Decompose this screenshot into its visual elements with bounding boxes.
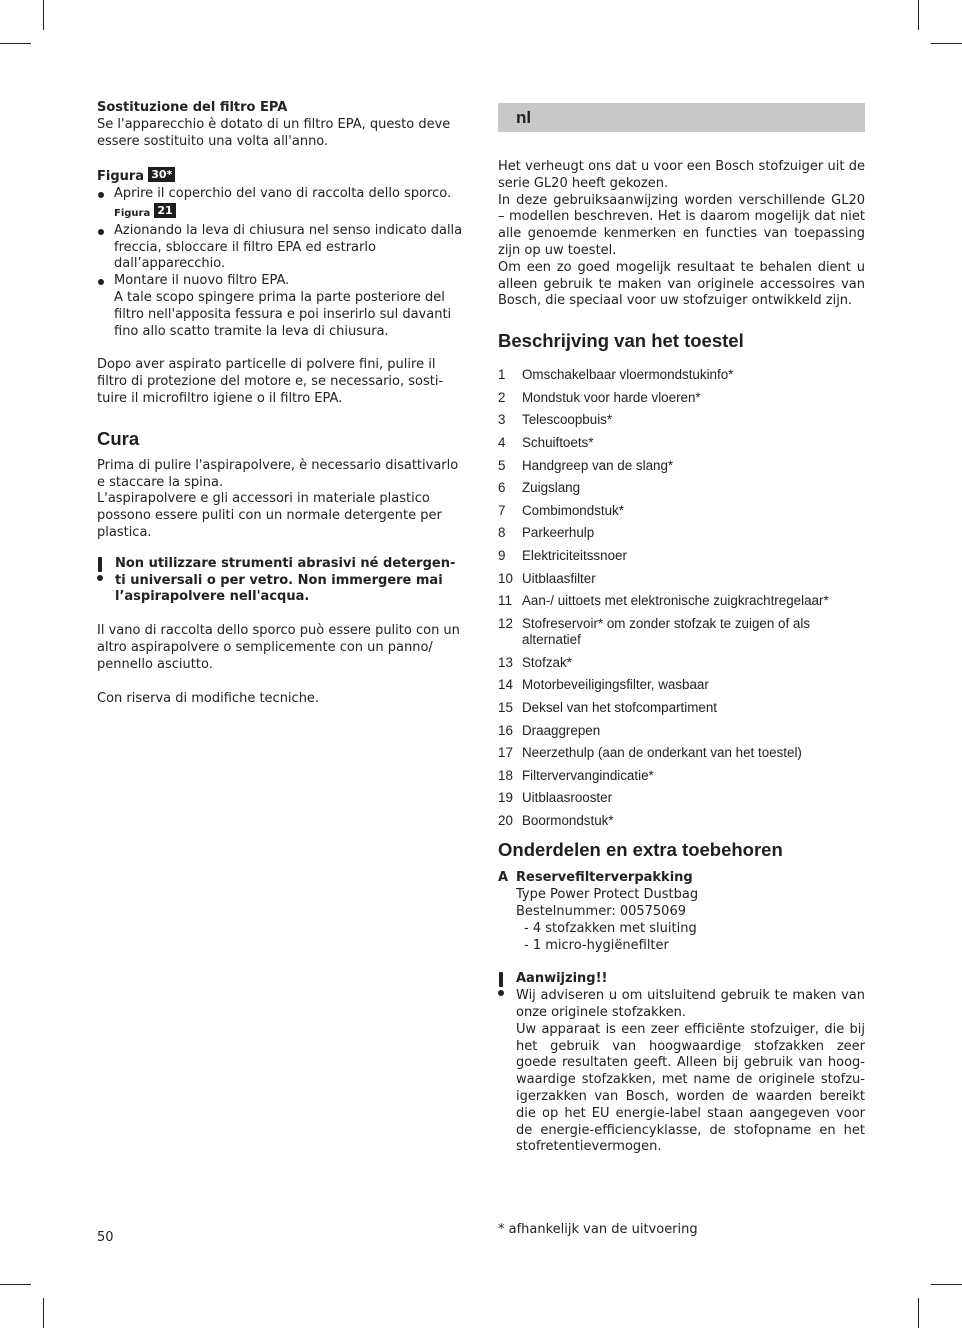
part-label: Schuiftoets* xyxy=(522,434,594,450)
intro-paragraph-2: In deze gebruiksaanwijzing worden verschillende GL20 – modellen beschreven. Het is daarom mogelijk dat niet alle genoemde kenmerken en functies van toepassing zijn op uw toestel. xyxy=(498,192,865,258)
vano-paragraph: Il vano di raccolta dello sporco può essere pulito con un altro aspirapolvere o semplicemente con un panno/ pennello asciutto. xyxy=(97,623,460,672)
part-list-item xyxy=(498,723,865,740)
step-text: Azionando la leva di chiusura nel senso indicato dalla freccia, sbloccare il filtro EPA ed estrarlo dall’apparecchio. xyxy=(114,222,463,272)
part-list-item xyxy=(498,548,865,565)
part-number: 13 xyxy=(498,654,513,670)
part-list-item xyxy=(498,390,865,407)
part-label: Deksel van het stofcompartiment xyxy=(522,699,717,715)
note-paragraph-1: Wij adviseren u om uitsluitend gebruik te maken van onze originele stofzakken. xyxy=(516,988,865,1021)
part-number: 9 xyxy=(498,547,506,563)
part-list-item xyxy=(498,790,865,807)
language-bar: nl xyxy=(498,103,865,132)
part-list-item xyxy=(498,616,865,649)
part-number: 20 xyxy=(498,812,513,828)
intro-block xyxy=(498,159,865,310)
part-list-item xyxy=(498,700,865,717)
riserva-text: Con riserva di modifiche tecniche. xyxy=(97,690,320,706)
intro-paragraph-1: Het verheugt ons dat u voor een Bosch stofzuiger uit de serie GL20 heeft gekozen. xyxy=(498,159,865,191)
part-label: Filtervervangindicatie* xyxy=(522,767,654,783)
part-label: Aan-/ uittoets met elektronische zuigkrachtregelaar* xyxy=(522,593,829,609)
step-text: A tale scopo spingere prima la parte posteriore del filtro nell'apposita fessura e poi inserirlo sul davanti fino allo scatto tramite la leva di chiusura. xyxy=(114,289,452,339)
part-number: 10 xyxy=(498,570,513,586)
page-number: 50 xyxy=(97,1230,114,1245)
crop-mark-bottom-right-h xyxy=(931,1284,962,1285)
part-number: 2 xyxy=(498,389,506,405)
part-number: 1 xyxy=(498,367,506,383)
part-list-item xyxy=(498,412,865,429)
accessory-contents-2: - 1 micro-hygiënefilter xyxy=(524,937,669,953)
part-list-item xyxy=(498,745,865,762)
part-number: 7 xyxy=(498,502,506,518)
part-number: 15 xyxy=(498,699,513,715)
part-label: Uitblaasfilter xyxy=(522,570,596,586)
right-column xyxy=(498,103,865,1156)
cura-paragraph-2: L'aspirapolvere e gli accessori in materiale plastico possono essere puliti con un normale detergente per plastica. xyxy=(97,491,442,540)
description-heading: Beschrijving van het toestel xyxy=(498,330,744,352)
crop-mark-top-left-v xyxy=(43,0,44,30)
note-title: Aanwijzing!! xyxy=(516,971,608,987)
part-list-item xyxy=(498,813,865,830)
part-label: Elektriciteitssnoer xyxy=(522,547,627,563)
crop-mark-bottom-right-v xyxy=(918,1298,919,1328)
accessories-heading: Onderdelen en extra toebehoren xyxy=(498,839,783,861)
step-text: Aprire il coperchio del vano di raccolta dello sporco. xyxy=(114,186,452,202)
part-number: 14 xyxy=(498,677,513,693)
part-list-item xyxy=(498,571,865,588)
figura-label: Figura xyxy=(97,169,145,185)
part-number: 16 xyxy=(498,722,513,738)
list-item xyxy=(97,273,463,340)
part-number: 5 xyxy=(498,457,506,473)
accessory-letter: A xyxy=(498,870,509,886)
part-list-item xyxy=(498,458,865,475)
part-label: Telescoopbuis* xyxy=(522,412,613,428)
crop-mark-top-right-h xyxy=(931,43,962,44)
list-item xyxy=(97,223,463,273)
part-list-item xyxy=(498,768,865,785)
crop-mark-bottom-left-h xyxy=(0,1284,31,1285)
cura-paragraph-1: Prima di pulire l'aspirapolvere, è necessario disattivarlo e staccare la spina. xyxy=(97,457,459,490)
part-label: Omschakelbaar vloermondstukinfo* xyxy=(522,367,734,383)
part-number: 8 xyxy=(498,525,506,541)
left-column xyxy=(97,100,463,707)
part-label: Zuigslang xyxy=(522,480,581,496)
epa-intro: Se l'apparecchio è dotato di un filtro EPA, questo deve essere sostituito una volta all'anno. xyxy=(97,116,451,149)
part-list-item xyxy=(498,367,865,384)
part-label: Uitblaasrooster xyxy=(522,790,613,806)
warning-text: Non utilizzare strumenti abrasivi né detergen-ti universali o per vetro. Non immergere mai l’aspirapolvere nell'acqua. xyxy=(115,555,456,605)
part-number: 11 xyxy=(498,593,512,609)
crop-mark-bottom-left-v xyxy=(43,1298,44,1328)
accessory-contents-1: - 4 stofzakken met sluiting xyxy=(524,920,697,936)
part-label: Boormondstuk* xyxy=(522,812,614,828)
figura-label: Figura xyxy=(114,207,151,219)
list-item xyxy=(97,186,463,223)
figure-tag: 30* xyxy=(148,167,175,182)
accessory-item xyxy=(498,870,865,954)
after-paragraph: Dopo aver aspirato particelle di polvere fini, pulire il filtro di protezione del motore e, se necessario, sosti-tuire il microfiltro igiene o il filtro EPA. xyxy=(97,357,444,406)
cura-heading: Cura xyxy=(97,427,140,449)
part-list-item xyxy=(498,480,865,497)
figure-tag: 21 xyxy=(154,203,175,218)
accessory-type: Type Power Protect Dustbag xyxy=(516,887,699,903)
part-list-item xyxy=(498,677,865,694)
part-number: 18 xyxy=(498,767,513,783)
part-label: Stofreservoir* om zonder stofzak te zuigen of als alternatief xyxy=(522,615,811,648)
figura-line xyxy=(97,167,463,186)
epa-heading: Sostituzione del filtro EPA xyxy=(97,100,288,115)
part-number: 17 xyxy=(498,745,513,761)
part-list-item xyxy=(498,435,865,452)
part-number: 3 xyxy=(498,412,506,428)
epa-steps-list xyxy=(97,186,463,340)
part-label: Draaggrepen xyxy=(522,722,601,738)
part-label: Motorbeveiligingsfilter, wasbaar xyxy=(522,677,709,693)
accessory-order-number: Bestelnummer: 00575069 xyxy=(516,904,686,920)
part-label: Neerzethulp (aan de onderkant van het toestel) xyxy=(522,745,802,761)
part-number: 4 xyxy=(498,434,506,450)
part-label: Mondstuk voor harde vloeren* xyxy=(522,389,701,405)
part-list-item xyxy=(498,593,865,610)
part-label: Stofzak* xyxy=(522,654,572,670)
part-label: Parkeerhulp xyxy=(522,525,595,541)
part-label: Combimondstuk* xyxy=(522,502,624,518)
note-paragraph-2: Uw apparaat is een zeer efficiënte stofzuiger, die bij het gebruik van hoogwaardige stofzakken zeer goede resultaten geeft. Alleen bij gebruik van hoog-waardige stofzakken, met name de originele stofzu-igerzakken van Bosch, worden de waarden bereikt die op het EU energie-label staan aangegeven voor de energie-efficiencyklasse, de stofopname en het stofretentievermogen. xyxy=(516,1021,865,1155)
part-list-item xyxy=(498,525,865,542)
accessory-title: Reservefilterverpakking xyxy=(516,870,693,886)
note-block xyxy=(498,971,865,1156)
crop-mark-top-left-h xyxy=(0,43,31,44)
crop-mark-top-right-v xyxy=(918,0,919,30)
part-label: Handgreep van de slang* xyxy=(522,457,674,473)
part-number: 19 xyxy=(498,790,513,806)
warning-block xyxy=(97,556,463,606)
step-text: Montare il nuovo filtro EPA. xyxy=(114,273,290,289)
intro-paragraph-3: Om een zo goed mogelijk resultaat te behalen dient u alleen gebruik te maken van originele accessoires van Bosch, die speciaal voor uw stofzuiger ontwikkeld zijn. xyxy=(498,259,865,309)
part-list-item xyxy=(498,655,865,672)
part-number: 6 xyxy=(498,480,506,496)
parts-list xyxy=(498,367,865,829)
footnote: * afhankelijk van de uitvoering xyxy=(498,1222,698,1237)
part-list-item xyxy=(498,503,865,520)
part-number: 12 xyxy=(498,615,513,631)
